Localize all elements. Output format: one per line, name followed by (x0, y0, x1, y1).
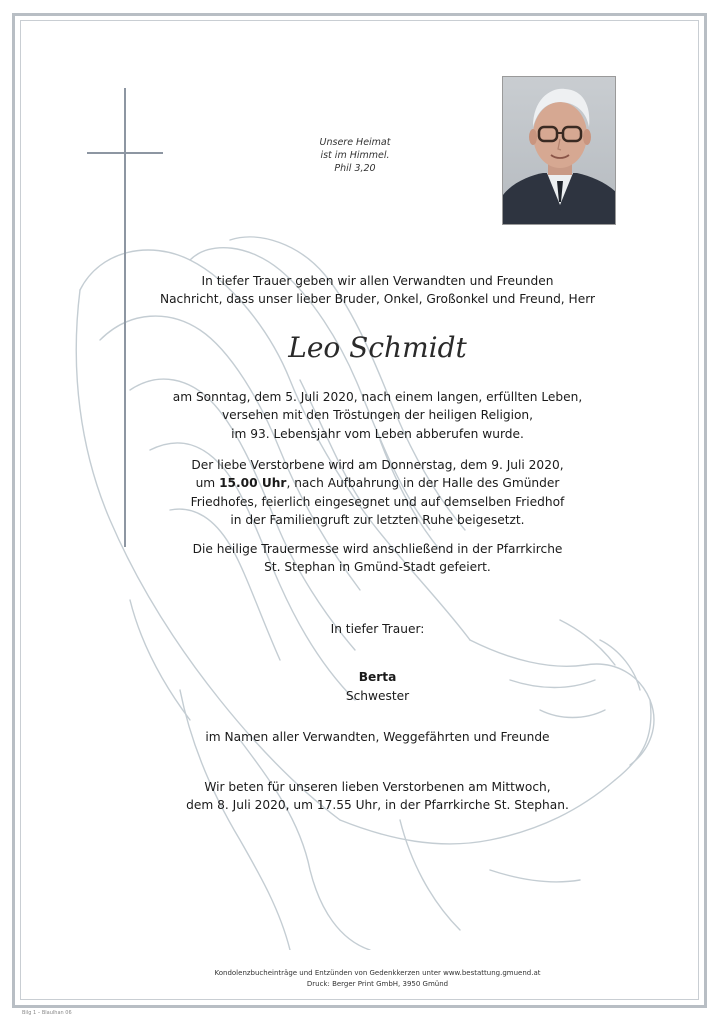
prayer-line: dem 8. Juli 2020, um 17.55 Uhr, in der Pfarrkirche St. Stephan. (186, 798, 569, 813)
prayer-notice (150, 778, 605, 815)
mourner-relation: Schwester (345, 689, 410, 703)
portrait-illustration (503, 77, 616, 225)
funeral-line: Friedhofes, feierlich eingesegnet und auf demselben Friedhof (190, 494, 565, 509)
funeral-time-line (150, 474, 605, 492)
prayer-line: Wir beten für unseren lieben Verstorbenen am Mittwoch, (204, 780, 551, 794)
deceased-name: Leo Schmidt (288, 331, 467, 364)
cross-vertical-bar (124, 88, 126, 547)
verse-line: Unsere Heimat (319, 137, 391, 148)
mourner-name: Berta (358, 670, 397, 684)
verse-line: ist im Himmel. (320, 150, 390, 161)
mass-line: Die heilige Trauermesse wird anschließend in der Pfarrkirche (192, 542, 563, 556)
death-line: am Sonntag, dem 5. Juli 2020, nach einem langen, erfüllten Leben, (172, 390, 583, 404)
mass-line: St. Stephan in Gmünd-Stadt gefeiert. (264, 560, 491, 575)
footer-printer-line: Druck: Berger Print GmbH, 3950 Gmünd (306, 980, 449, 988)
death-notice (150, 388, 605, 443)
footer-condolence-line: Kondolenzbucheinträge und Entzünden von Gedenkkerzen unter www.bestattung.gmuend.at (214, 969, 541, 977)
funeral-time-suffix: , nach Aufbahrung in der Halle des Gmünder (286, 476, 560, 491)
funeral-line: Der liebe Verstorbene wird am Donnerstag, dem 9. Juli 2020, (191, 458, 564, 472)
bible-verse (300, 136, 410, 175)
requiem-mass (150, 540, 605, 577)
funeral-time: 15.00 Uhr (219, 476, 287, 491)
funeral-time-prefix: um (195, 476, 220, 491)
funeral-line: in der Familiengruft zur letzten Ruhe beigesetzt. (230, 512, 525, 527)
print-code: Bilg 1 – Blaulhan 06 (22, 1010, 72, 1016)
portrait-photo (502, 76, 616, 225)
announcement-intro (150, 272, 605, 309)
funeral-details (150, 456, 605, 529)
death-line: versehen mit den Tröstungen der heiligen Religion, (221, 408, 534, 423)
cross-horizontal-bar (87, 152, 163, 154)
death-line: im 93. Lebensjahr vom Leben abberufen wurde. (231, 426, 524, 441)
intro-line: In tiefer Trauer geben wir allen Verwandten und Freunden (201, 274, 554, 288)
footer (150, 968, 605, 990)
mourners-others: im Namen aller Verwandten, Weggefährten und Freunde (205, 730, 550, 744)
mourning-heading: In tiefer Trauer: (330, 622, 425, 636)
intro-line: Nachricht, dass unser lieber Bruder, Onkel, Großonkel und Freund, Herr (159, 292, 596, 307)
verse-reference: Phil 3,20 (334, 163, 376, 174)
